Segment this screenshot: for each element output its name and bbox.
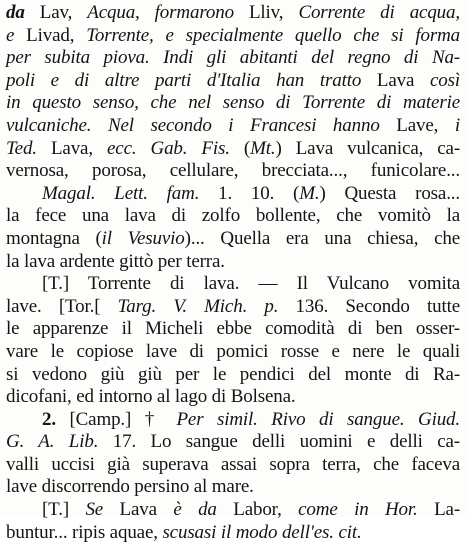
text-segment: [T.] Torrente di lava. — Il Vulcano vomita — [42, 273, 460, 295]
text-segment: Torrente, e specialmente quello che si forma — [86, 24, 460, 46]
text-segment: ) Questa rosa... — [319, 182, 460, 204]
text-segment: i — [454, 114, 460, 136]
text-line — [6, 2, 460, 25]
text-segment: Corrente di acqua, — [298, 2, 460, 23]
text-segment: da — [6, 2, 25, 23]
text-segment: Lliv, — [233, 2, 299, 23]
text-line — [6, 409, 460, 432]
text-segment: così — [429, 69, 460, 91]
text-line — [6, 228, 460, 251]
text-segment: Lava — [361, 69, 430, 91]
text-segment: 1. 10. ( — [199, 182, 300, 204]
text-segment: ecc. Gab. Fis. — [107, 137, 230, 159]
text-line — [6, 476, 460, 499]
text-line — [6, 205, 460, 228]
text-segment: Lav, — [24, 2, 88, 23]
text-segment: lave. [Tor.[ — [6, 295, 118, 317]
text-segment: Lava, — [36, 137, 107, 159]
text-segment: [T.] — [42, 499, 86, 521]
text-line — [6, 70, 460, 93]
text-segment: Targ. V. Mich. p. — [117, 295, 279, 317]
text-line — [6, 115, 460, 138]
text-segment: Labor, — [216, 499, 299, 521]
text-segment: Magal. Lett. fam. — [42, 182, 200, 204]
text-segment: Per simil. Rivo di sangue. Giud. — [176, 408, 461, 430]
text-segment: dicofani, ed intorno al lago di Bolsena. — [6, 386, 296, 408]
text-line — [6, 364, 460, 387]
text-line — [6, 92, 460, 115]
text-segment: in questo senso, che nel senso di Torrente di materie — [6, 92, 460, 114]
text-line — [6, 318, 460, 341]
text-line — [6, 160, 460, 183]
text-segment: 17. Lo sangue delli uomini e delli ca- — [98, 431, 460, 453]
text-segment: Mt. — [250, 137, 276, 159]
text-segment: il Vesuvio — [101, 227, 185, 249]
text-segment: )... Quella era una chiesa, che — [184, 227, 460, 249]
text-line — [6, 522, 460, 544]
text-segment: per subita piova. Indi gli abitanti del regno di Na- — [6, 47, 460, 69]
text-segment: lave discorrendo persino al mare. — [6, 476, 254, 498]
text-line — [6, 454, 460, 477]
text-segment: Lave, — [379, 114, 455, 136]
text-segment: Livad, — [14, 24, 87, 46]
text-segment: [Camp.] † — [55, 408, 177, 430]
text-segment: La- — [417, 499, 461, 521]
text-segment: ( — [229, 137, 251, 159]
text-segment: montagna ( — [6, 227, 102, 249]
text-segment: vernosa, porosa, cellulare, brecciata..., funicolare... — [6, 160, 460, 182]
text-line — [6, 499, 460, 522]
text-segment: M. — [299, 182, 320, 204]
text-line — [6, 386, 460, 409]
text-segment: 136. Secondo tutte — [278, 295, 460, 317]
text-line — [6, 251, 460, 274]
text-segment: poli e di altre parti d'Italia han tratto — [6, 69, 362, 91]
text-segment: scusasi il modo dell'es. cit. — [162, 521, 362, 543]
text-segment: e — [6, 24, 15, 46]
text-line — [6, 273, 460, 296]
text-segment: buntur... ripis aquae, — [6, 521, 163, 543]
text-segment: è da — [173, 499, 217, 521]
entry-text — [6, 2, 462, 544]
text-segment: come in Hor. — [298, 499, 418, 521]
text-segment: la fece una lava di zolfo bollente, che vomitò la — [6, 205, 460, 227]
text-segment: 2. — [42, 408, 56, 430]
text-segment: Acqua, formarono — [87, 2, 234, 23]
text-segment: vulcaniche. Nel secondo i Francesi hanno — [6, 114, 380, 136]
text-segment: ) Lava vulcanica, ca- — [275, 137, 460, 159]
text-segment: la lava ardente gittò per terra. — [6, 250, 225, 272]
text-segment: Ted. — [6, 137, 37, 159]
text-line — [6, 341, 460, 364]
text-segment: Lava — [103, 499, 174, 521]
text-line — [6, 183, 460, 206]
text-segment: le apparenze il Micheli ebbe comodità di ben osser- — [6, 318, 460, 340]
text-segment: G. A. Lib. — [6, 431, 99, 453]
text-line — [6, 25, 460, 48]
text-line — [6, 138, 460, 161]
text-segment: Se — [85, 499, 104, 521]
text-segment: valli uccisi già superava assai sopra terra, che faceva — [6, 453, 460, 475]
text-line — [6, 431, 460, 454]
text-line — [6, 47, 460, 70]
text-line — [6, 296, 460, 319]
text-segment: si vedono giù giù per le pendici del monte di Ra- — [6, 363, 460, 385]
text-segment: vare le copiose lave di pomici rosse e nere le quali — [6, 340, 460, 362]
